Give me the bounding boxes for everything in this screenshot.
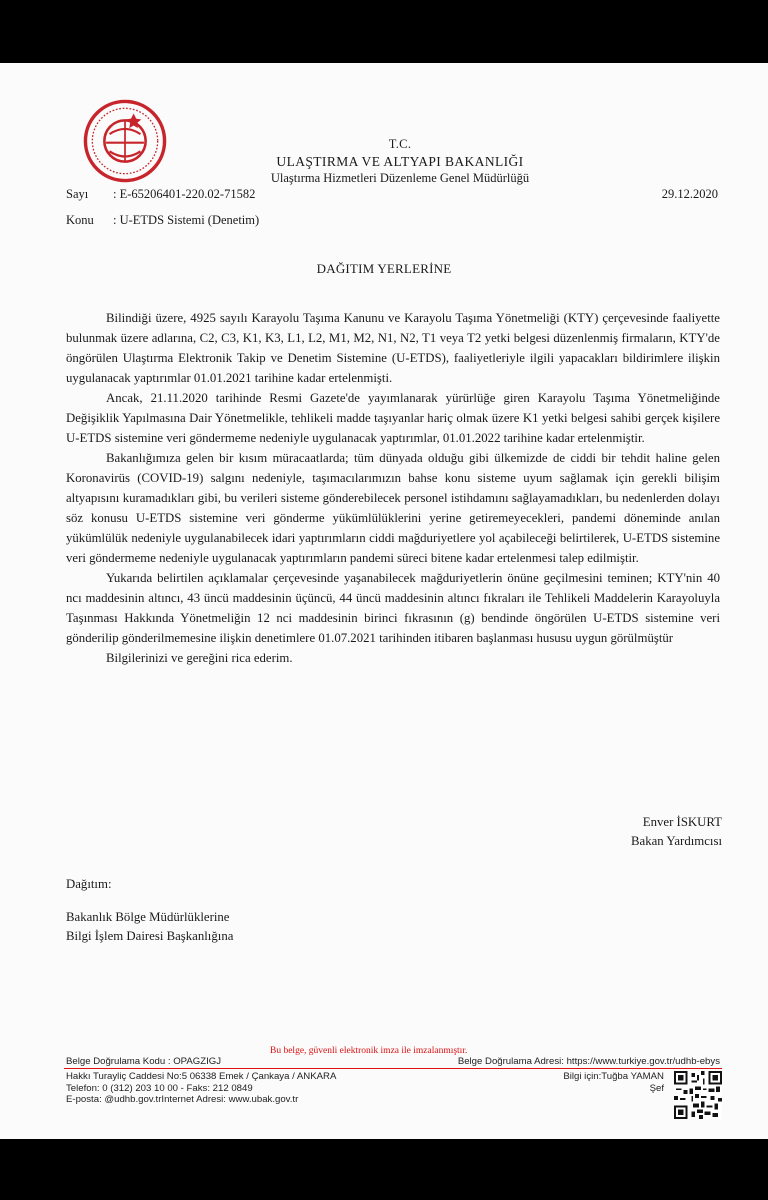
- distribution-block: [66, 875, 233, 946]
- footer-contact: [563, 1071, 664, 1094]
- signature-block: [631, 813, 722, 851]
- signatory-name: Enver İSKURT: [642, 815, 722, 829]
- sayi-label: Sayı: [66, 187, 89, 201]
- letter-body: [66, 308, 720, 668]
- document-page: [0, 63, 768, 1139]
- email-line: E-posta: @udhb.gov.trInternet Adresi: www.ubak.gov.tr: [66, 1094, 299, 1105]
- paragraph-3: Bakanlığımıza gelen bir kısım müracaatlarda; tüm dünyada olduğu gibi ülkemizde de ciddi bir tehdit haline gelen Koronavirüs (COVID-19) salgını nedeniyle, taşımacılarımızın bahse konu sisteme uyum sağlamak için gerekli bilişim altyapısını kuramadıkları gibi, bu verileri sisteme gönderebilecek personel istihdamını sağlayamadıkları, bu nedenlerden dolayı söz konusu U-ETDS sistemine veri gönderme yükümlülüklerini yerine getiremeyecekleri, pandemi döneminde anılan yükümlülük nedeniyle uygulanabilecek idari yaptırımların ciddi mağduriyetlere yol açabileceği belirtilerek, U-ETDS sistemine veri göndermeme nedeniyle uygulanacak yaptırımların pandemi süreci bitene kadar ertelenmesi talep edilmiştir.: [66, 451, 720, 565]
- ministry-seal-icon: [82, 98, 168, 184]
- signatory-title: Bakan Yardımcısı: [631, 834, 722, 848]
- document-date: 29.12.2020: [661, 187, 718, 201]
- footer-address: [66, 1071, 336, 1106]
- header-tc: T.C.: [388, 137, 412, 151]
- konu-value: : U-ETDS Sistemi (Denetim): [113, 213, 260, 227]
- address-line: Hakkı Turayliç Caddesi No:5 06338 Emek / Çankaya / ANKARA: [66, 1071, 337, 1082]
- distribution-item: Bilgi İşlem Dairesi Başkanlığına: [66, 929, 234, 943]
- recipient-title: DAĞITIM YERLERİNE: [316, 261, 452, 276]
- paragraph-1: Bilindiği üzere, 4925 sayılı Karayolu Taşıma Kanunu ve Karayolu Taşıma Yönetmeliği (KTY) çerçevesinde faaliyette bulunmak üzere adlarına, C2, C3, K1, K3, L1, L2, M1, M2, N1, N2, T1 veya T2 yetki belgesi düzenlenmiş firmaların, KTY'de öngörülen Ulaştırma Elektronik Takip ve Denetim Sistemine (U-ETDS), faaliyetleriyle ilgili yapacakları bildirimlere ilişkin uygulanacak yaptırımlar 01.01.2021 tarihine kadar ertelenmişti.: [66, 311, 720, 385]
- info-person: Bilgi için:Tuğba YAMAN: [563, 1071, 664, 1082]
- verify-address: Belge Doğrulama Adresi: https://www.turkiye.gov.tr/udhb-ebys: [457, 1056, 720, 1067]
- qr-code-icon[interactable]: [674, 1071, 722, 1119]
- distribution-label: Dağıtım:: [66, 877, 112, 891]
- sayi-value: : E-65206401-220.02-71582: [113, 187, 256, 201]
- header-directorate: Ulaştırma Hizmetleri Düzenleme Genel Müdürlüğü: [270, 171, 530, 185]
- paragraph-5: Bilgilerinizi ve gereğini rica ederim.: [106, 651, 293, 665]
- paragraph-4: Yukarıda belirtilen açıklamalar çerçevesinde yaşanabilecek mağduriyetlerin önüne geçilmesini teminen; KTY'nin 40 ncı maddesinin altıncı, 43 üncü maddesinin üçüncü, 44 üncü maddesinin altıncı fıkraları ile Tehlikeli Maddelerin Karayoluyla Taşınması Hakkında Yönetmeliğin 12 nci maddesinin birinci fıkrasının (g) bendinde öngörülen U-ETDS sistemine veri gönderilip gönderilmemesine ilişkin denetimlere 01.07.2021 tarihinden itibaren başlanması hususu uygun görülmüştür: [66, 571, 720, 645]
- phone-line: Telefon: 0 (312) 203 10 00 - Faks: 212 0849: [66, 1082, 253, 1094]
- paragraph-2: Ancak, 21.11.2020 tarihinde Resmi Gazete'de yayımlanarak yürürlüğe giren Karayolu Taşıma Yönetmeliğinde Değişiklik Yapılmasına Dair Yönetmelikle, tehlikeli madde taşıyanlar hariç olmak üzere K1 yetki belgesi sahibi gerçek kişilere U-ETDS sistemine veri göndermeme nedeniyle uygulanacak yaptırımlar, 01.01.2022 tarihine kadar ertelenmiştir.: [66, 391, 720, 445]
- footer-divider: [64, 1068, 722, 1069]
- info-title: Şef: [649, 1082, 664, 1094]
- verify-code: Belge Doğrulama Kodu : OPAGZIGJ: [66, 1056, 221, 1067]
- header-ministry: ULAŞTIRMA VE ALTYAPI BAKANLIĞI: [276, 154, 524, 169]
- konu-label: Konu: [66, 213, 94, 227]
- distribution-item: Bakanlık Bölge Müdürlüklerine: [66, 910, 230, 924]
- esign-note: Bu belge, güvenli elektronik imza ile imzalanmıştır.: [270, 1046, 468, 1056]
